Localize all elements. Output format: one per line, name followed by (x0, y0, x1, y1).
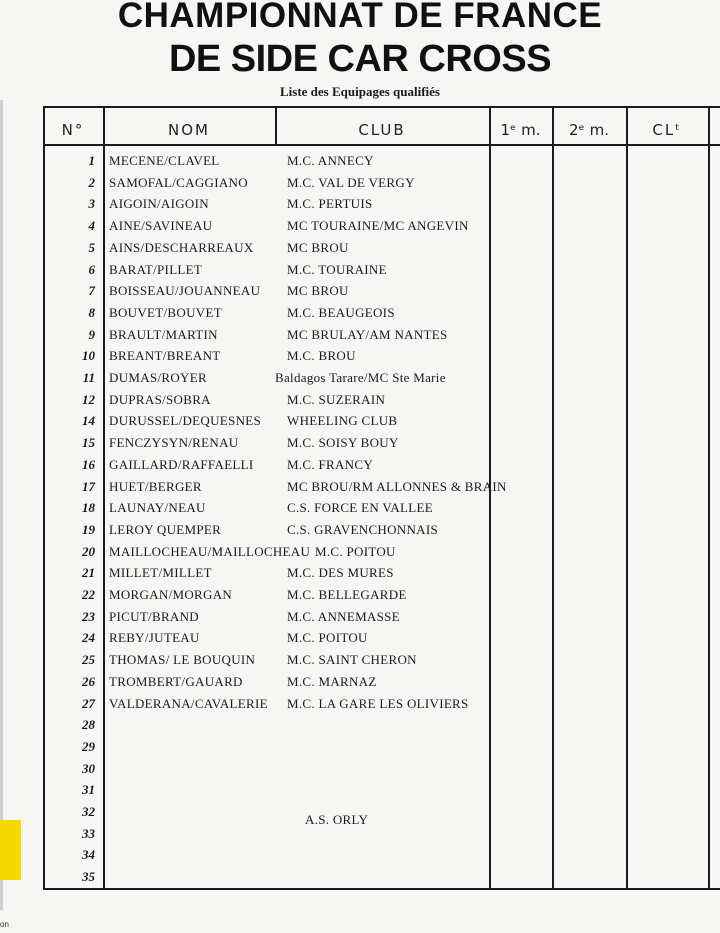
row-club: MC BROU (287, 283, 349, 299)
table-row (43, 519, 720, 541)
row-number: 34 (82, 847, 95, 863)
row-number: 22 (82, 587, 95, 602)
row-crew-name: HUET/BERGER (109, 478, 202, 494)
page-edge (0, 100, 3, 910)
row-crew-name: SAMOFAL/CAGGIANO (109, 174, 248, 190)
row-crew-name: REBY/JUTEAU (109, 630, 200, 646)
row-crew-name: TROMBERT/GAUARD (109, 673, 243, 689)
table-bottom-border (43, 888, 720, 890)
row-crew-name: AINE/SAVINEAU (109, 218, 213, 234)
table-row (43, 541, 720, 563)
table-row (43, 172, 720, 194)
row-club: MC BROU (287, 239, 349, 255)
row-club: M.C. LA GARE LES OLIVIERS (287, 695, 469, 711)
row-number: 17 (82, 478, 95, 494)
row-club: M.C. BROU (287, 348, 356, 364)
row-number: 28 (82, 717, 95, 733)
table-row (43, 562, 720, 584)
table-row (43, 866, 720, 888)
header-classement: CLᵗ (652, 121, 682, 139)
row-number: 7 (88, 283, 95, 299)
header-nom: NOM (168, 121, 210, 139)
row-club: M.C. SUZERAIN (287, 391, 386, 407)
row-crew-name: BARAT/PILLET (109, 261, 203, 277)
table-row (43, 367, 720, 389)
table-row (43, 150, 720, 172)
row-number: 15 (82, 435, 95, 451)
row-club: M.C. SOISY BOUY (287, 435, 399, 451)
row-crew-name: BRAULT/MARTIN (109, 326, 218, 342)
title-line-2: DE SIDE CAR CROSS (168, 38, 552, 80)
row-number: 30 (82, 760, 95, 776)
row-club: M.C. SAINT CHERON (287, 652, 417, 668)
table-row (43, 476, 720, 498)
header-1st-round: 1ᵉ m. (500, 121, 541, 139)
row-crew-name: AINS/DESCHARREAUX (109, 239, 254, 255)
row-crew-name: FENCZYSYN/RENAU (109, 435, 239, 451)
row-number: 21 (82, 565, 95, 581)
table-row (43, 237, 720, 259)
table-row (43, 606, 720, 628)
row-number: 23 (82, 608, 95, 624)
row-club: WHEELING CLUB (287, 413, 398, 429)
row-number: 1 (88, 153, 95, 168)
header-club: CLUB (358, 121, 406, 139)
row-number: 9 (88, 326, 95, 342)
row-club: M.C. ANNEMASSE (287, 608, 400, 624)
row-club: MC TOURAINE/MC ANGEVIN (287, 218, 469, 234)
row-crew-name: PICUT/BRAND (109, 608, 199, 624)
row-crew-name: VALDERANA/CAVALERIE (109, 695, 268, 711)
row-crew-name: BOISSEAU/JOUANNEAU (109, 283, 261, 299)
row-club: M.C. POITOU (315, 543, 396, 559)
table-row (43, 714, 720, 736)
row-crew-name: MECENE/CLAVEL (109, 153, 220, 168)
row-number: 25 (82, 652, 95, 668)
table-row (43, 324, 720, 346)
row-club: M.C. BELLEGARDE (287, 587, 407, 602)
subtitle: Liste des Equipages qualifiés (279, 84, 440, 99)
row-club: Baldagos Tarare/MC Ste Marie (275, 370, 446, 385)
table-top-border (43, 106, 720, 108)
row-number: 35 (82, 869, 95, 885)
table-row (43, 454, 720, 476)
row-number: 31 (82, 782, 95, 798)
row-number: 4 (88, 218, 95, 234)
table-row (43, 844, 720, 866)
row-number: 16 (82, 456, 95, 472)
row-crew-name: BOUVET/BOUVET (109, 304, 222, 320)
row-club: M.C. PERTUIS (287, 196, 373, 212)
row-crew-name: LEROY QUEMPER (109, 521, 222, 537)
row-number: 24 (82, 630, 95, 646)
row-number: 11 (82, 370, 95, 385)
table-row (43, 389, 720, 411)
table-row (43, 302, 720, 324)
table-row (43, 259, 720, 281)
row-crew-name: MILLET/MILLET (109, 565, 212, 581)
table-row (43, 736, 720, 758)
table-row (43, 345, 720, 367)
row-number: 10 (82, 348, 95, 364)
row-crew-name: THOMAS/ LE BOUQUIN (109, 652, 256, 668)
row-number: 19 (82, 521, 95, 537)
table-row (43, 627, 720, 649)
table-row (43, 280, 720, 302)
header-bottom-border (43, 144, 720, 146)
row-crew-name: DUMAS/ROYER (109, 370, 207, 385)
table-row (43, 410, 720, 432)
table-row (43, 693, 720, 715)
row-number: 20 (82, 543, 95, 559)
table-row (43, 584, 720, 606)
row-club: M.C. FRANCY (287, 456, 374, 472)
row-crew-name: MAILLOCHEAU/MAILLOCHEAU (109, 543, 311, 559)
row-crew-name: DUPRAS/SOBRA (109, 391, 211, 407)
table-row (43, 193, 720, 215)
row-number: 27 (82, 695, 95, 711)
table-row (43, 671, 720, 693)
table-row (43, 215, 720, 237)
yellow-tab (0, 820, 21, 880)
row-crew-name: LAUNAY/NEAU (109, 500, 206, 516)
row-number: 26 (82, 673, 95, 689)
table-row (43, 823, 720, 845)
row-club: M.C. TOURAINE (287, 261, 387, 277)
row-club: MC BRULAY/AM NANTES (287, 326, 448, 342)
table-row (43, 779, 720, 801)
row-number: 12 (82, 391, 95, 407)
row-crew-name: BREANT/BREANT (109, 348, 221, 364)
row-number: 18 (82, 500, 95, 516)
row-number: 33 (82, 825, 95, 841)
row-number: 2 (88, 174, 95, 190)
row-club: M.C. BEAUGEOIS (287, 304, 395, 320)
table-row (43, 497, 720, 519)
row-crew-name: AIGOIN/AIGOIN (109, 196, 209, 212)
row-crew-name: GAILLARD/RAFFAELLI (109, 456, 254, 472)
header-num: N° (61, 121, 85, 139)
row-number: 3 (88, 196, 95, 212)
table-row (43, 801, 720, 823)
table-row (43, 649, 720, 671)
qualified-crews-table (43, 106, 720, 890)
table-row (43, 432, 720, 454)
row-club: M.C. DES MURES (287, 565, 394, 581)
row-club: M.C. POITOU (287, 630, 368, 646)
title-line-1: CHAMPIONNAT DE FRANCE (117, 0, 603, 35)
row-club: M.C. MARNAZ (287, 673, 377, 689)
row-crew-name: DURUSSEL/DEQUESNES (109, 413, 262, 429)
row-number: 8 (88, 304, 95, 320)
row-number: 14 (82, 413, 95, 429)
row-crew-name: MORGAN/MORGAN (109, 587, 233, 602)
row-club: C.S. GRAVENCHONNAIS (287, 521, 439, 537)
row-club: MC BROU/RM ALLONNES & BRAIN (287, 478, 507, 494)
table-row (43, 758, 720, 780)
header-2nd-round: 2ᵉ m. (569, 121, 609, 139)
row-club: M.C. VAL DE VERGY (287, 174, 415, 190)
row-number: 29 (82, 738, 95, 754)
club-extra-text: A.S. ORLY (305, 812, 369, 827)
row-number: 5 (88, 239, 95, 255)
row-club: C.S. FORCE EN VALLEE (287, 500, 434, 516)
row-number: 6 (88, 261, 95, 277)
footer-fragment: on (0, 920, 9, 929)
row-number: 32 (82, 804, 95, 819)
row-club: M.C. ANNECY (287, 153, 374, 168)
